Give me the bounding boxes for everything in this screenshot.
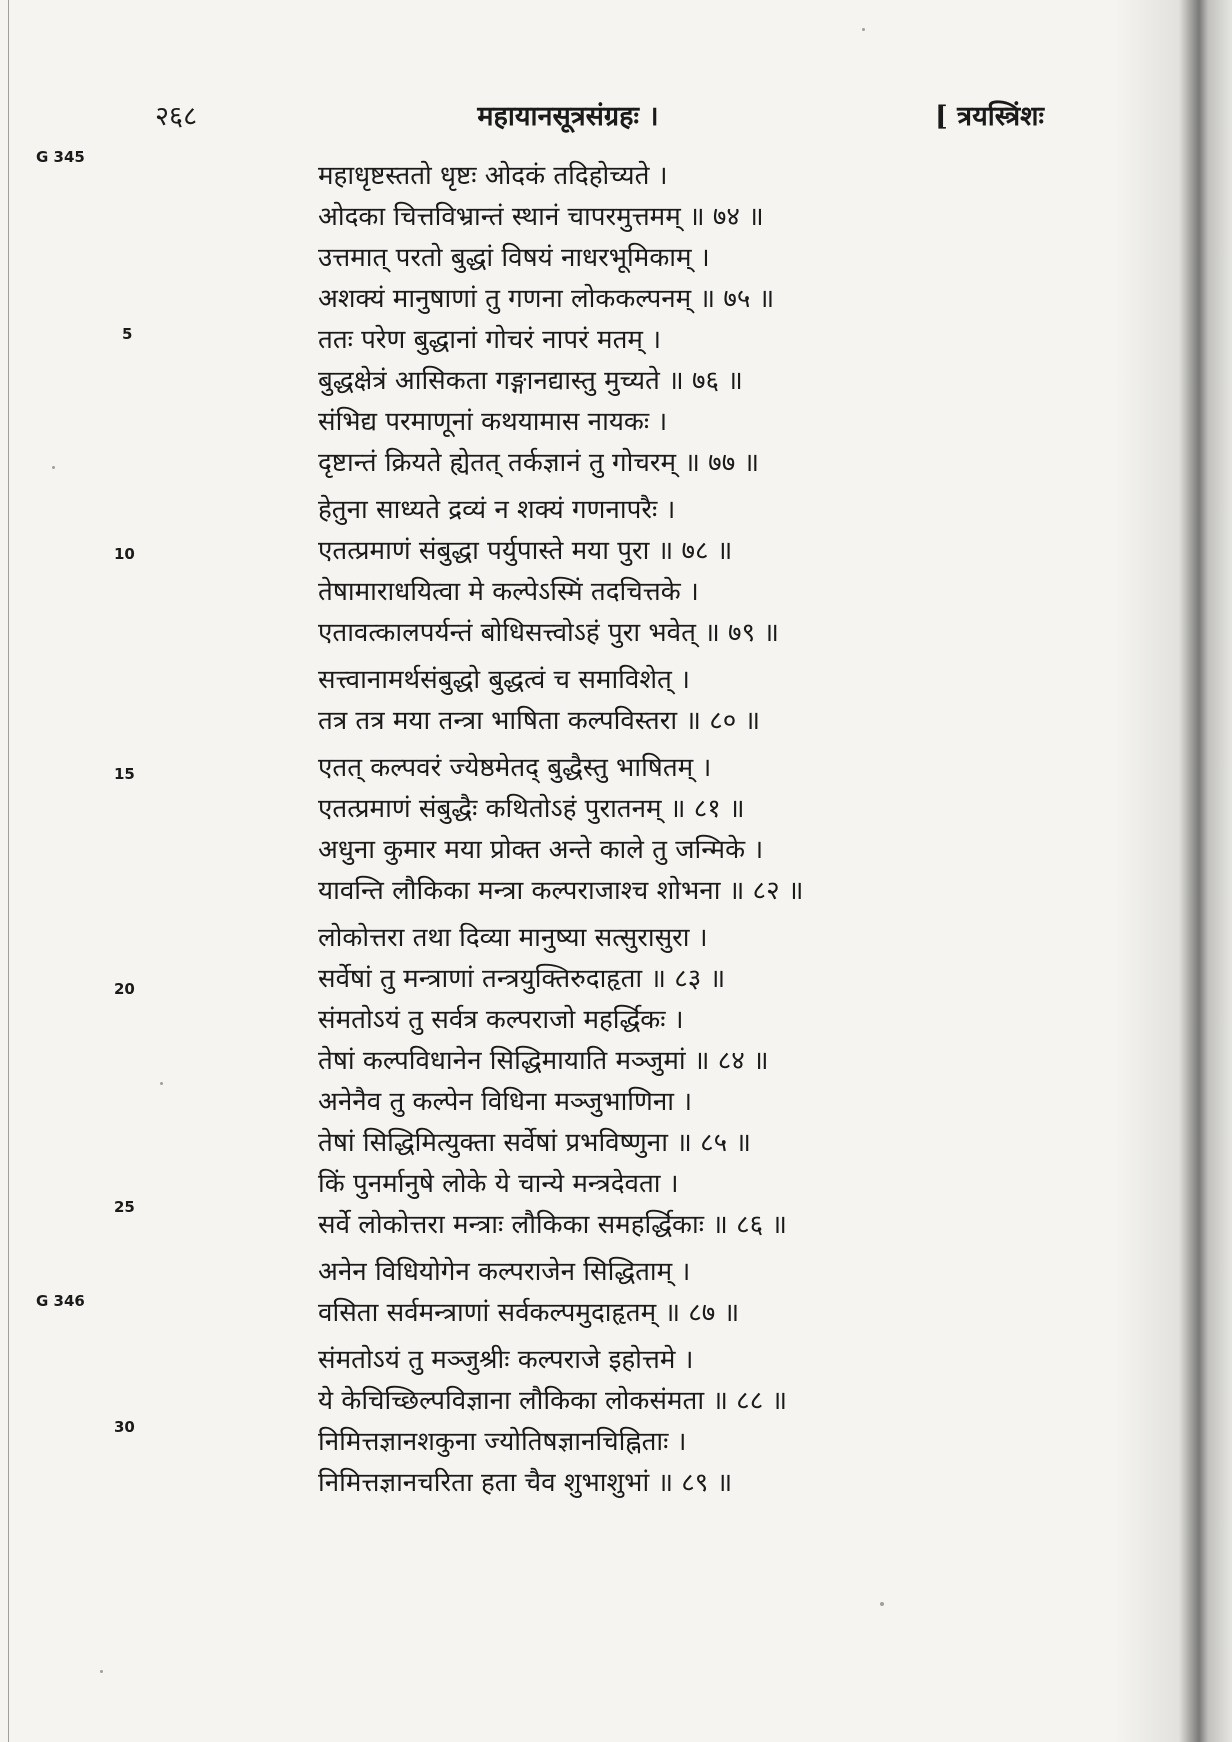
page-left-edge bbox=[8, 0, 9, 1742]
chapter-heading: [ त्रयस्त्रिंशः bbox=[935, 101, 1044, 132]
running-title: महायानसूत्रसंग्रहः । bbox=[477, 101, 659, 132]
verse-line: सत्त्वानामर्थसंबुद्धो बुद्धत्वं च समाविशेत् । bbox=[318, 665, 690, 695]
verse-line: ओदका चित्तविभ्रान्तं स्थानं चापरमुत्तमम् ॥ ७४ ॥ bbox=[318, 202, 764, 232]
verse-line: एतत् कल्पवरं ज्येष्ठमेतद् बुद्धैस्तु भाषितम् । bbox=[318, 753, 712, 783]
verse-line: वसिता सर्वमन्त्राणां सर्वकल्पमुदाहृतम् ॥ ८७ ॥ bbox=[318, 1298, 740, 1328]
verse-line: हेतुना साध्यते द्रव्यं न शक्यं गणनापरैः । bbox=[318, 495, 676, 525]
verse-line: निमित्तज्ञानचरिता हता चैव शुभाशुभां ॥ ८९ ॥ bbox=[318, 1468, 733, 1498]
verse-line: अशक्यं मानुषाणां तु गणना लोककल्पनम् ॥ ७५ ॥ bbox=[318, 284, 775, 314]
verse-line: लोकोत्तरा तथा दिव्या मानुष्या सत्सुरासुरा । bbox=[318, 923, 708, 953]
verse-block bbox=[318, 156, 948, 1504]
verse-line: तत्र तत्र मया तन्त्रा भाषिता कल्पविस्तरा ॥ ८० ॥ bbox=[318, 706, 761, 736]
scan-speck bbox=[880, 1602, 884, 1606]
verse-line: ये केचिच्छिल्पविज्ञाना लौकिका लोकसंमता ॥ ८८ ॥ bbox=[318, 1386, 788, 1416]
verse-line: संमतोऽयं तु मञ्जुश्रीः कल्पराजे इहोत्तमे । bbox=[318, 1345, 694, 1375]
verse-line: महाधृष्टस्ततो धृष्टः ओदकं तदिहोच्यते । bbox=[318, 161, 668, 191]
margin-marker-30: 30 bbox=[114, 1418, 135, 1436]
verse-line: निमित्तज्ञानशकुना ज्योतिषज्ञानचिह्निताः । bbox=[318, 1427, 687, 1457]
verse-line: सर्वेषां तु मन्त्राणां तन्त्रयुक्तिरुदाहृता ॥ ८३ ॥ bbox=[318, 964, 726, 994]
verse-line: अनेन विधियोगेन कल्पराजेन सिद्धिताम् । bbox=[318, 1257, 691, 1287]
verse-line: एतत्प्रमाणं संबुद्धैः कथितोऽहं पुरातनम् ॥ ८१ ॥ bbox=[318, 794, 745, 824]
verse-line: तेषामाराधयित्वा मे कल्पेऽस्मिं तदचित्तके । bbox=[318, 577, 699, 607]
verse-line: तेषां सिद्धिमित्युक्ता सर्वेषां प्रभविष्णुना ॥ ८५ ॥ bbox=[318, 1128, 751, 1158]
verse-line: किं पुनर्मानुषे लोके ये चान्ये मन्त्रदेवता । bbox=[318, 1169, 679, 1199]
margin-marker-20: 20 bbox=[114, 980, 135, 998]
margin-marker-g345: G 345 bbox=[36, 148, 85, 166]
verse-line: संमतोऽयं तु सर्वत्र कल्पराजो महर्द्धिकः । bbox=[318, 1005, 684, 1035]
verse-line: बुद्धक्षेत्रं आसिकता गङ्गानद्यास्तु मुच्यते ॥ ७६ ॥ bbox=[318, 366, 743, 396]
verse-line: एतावत्कालपर्यन्तं बोधिसत्त्वोऽहं पुरा भवेत् ॥ ७९ ॥ bbox=[318, 618, 779, 648]
verse-line: अधुना कुमार मया प्रोक्त अन्ते काले तु जन्मिके । bbox=[318, 835, 764, 865]
margin-marker-5: 5 bbox=[122, 325, 133, 343]
verse-line: उत्तमात् परतो बुद्धां विषयं नाधरभूमिकाम् । bbox=[318, 243, 710, 273]
margin-marker-25: 25 bbox=[114, 1198, 135, 1216]
verse-line: एतत्प्रमाणं संबुद्धा पर्युपास्ते मया पुरा ॥ ७८ ॥ bbox=[318, 536, 733, 566]
page-header bbox=[0, 96, 1232, 136]
scan-speck bbox=[100, 1670, 103, 1673]
verse-line: दृष्टान्तं क्रियते ह्येतत् तर्कज्ञानं तु गोचरम् ॥ ७७ ॥ bbox=[318, 448, 760, 478]
scan-speck bbox=[862, 28, 865, 31]
verse-line: यावन्ति लौकिका मन्त्रा कल्पराजाश्च शोभना ॥ ८२ ॥ bbox=[318, 876, 804, 906]
verse-line: संभिद्य परमाणूनां कथयामास नायकः । bbox=[318, 407, 668, 437]
scan-speck bbox=[160, 1082, 163, 1085]
verse-line: तेषां कल्पविधानेन सिद्धिमायाति मञ्जुमां ॥ ८४ ॥ bbox=[318, 1046, 769, 1076]
page-number: २६८ bbox=[155, 101, 198, 132]
verse-line: अनेनैव तु कल्पेन विधिना मञ्जुभाणिना । bbox=[318, 1087, 693, 1117]
margin-marker-10: 10 bbox=[114, 545, 135, 563]
verse-line: सर्वे लोकोत्तरा मन्त्राः लौकिका समहर्द्धिकाः ॥ ८६ ॥ bbox=[318, 1210, 787, 1240]
margin-marker-15: 15 bbox=[114, 765, 135, 783]
binding-shadow bbox=[1114, 0, 1232, 1742]
margin-marker-g346: G 346 bbox=[36, 1292, 85, 1310]
verse-line: ततः परेण बुद्धानां गोचरं नापरं मतम् । bbox=[318, 325, 662, 355]
scan-speck bbox=[52, 466, 55, 469]
